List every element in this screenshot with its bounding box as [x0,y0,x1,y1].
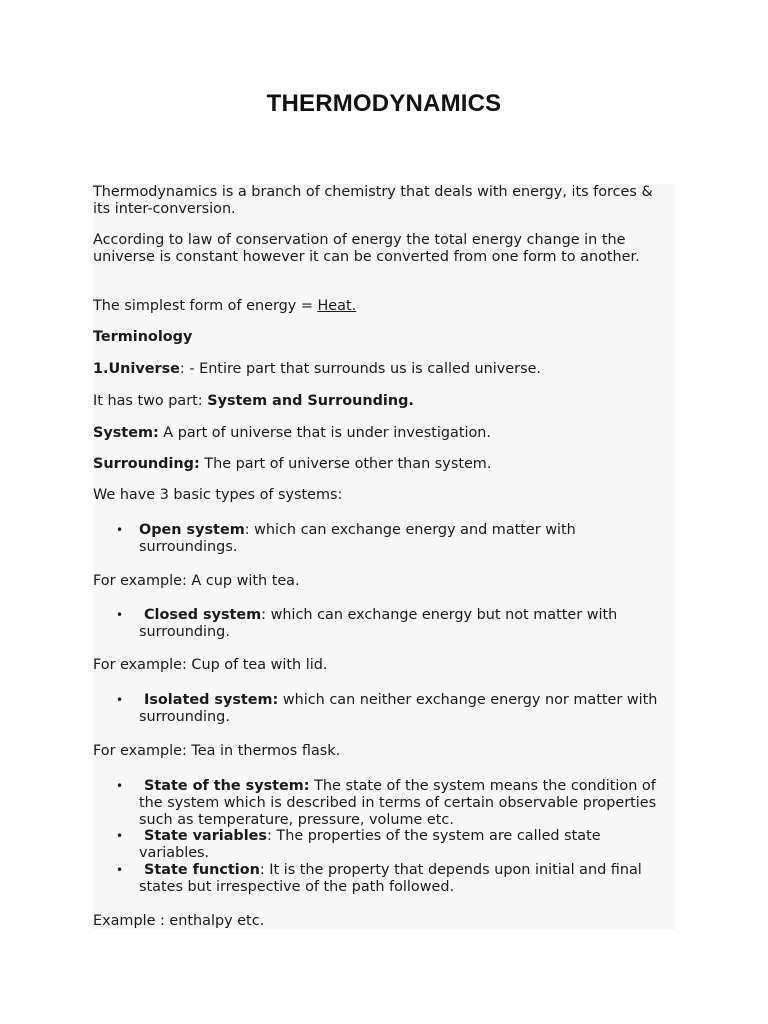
state-variables-text [139,828,675,862]
page-title: THERMODYNAMICS [266,90,502,117]
state-function-definition: : It is the property that depends upon initial and final states but irrespective of the path followed. [139,862,642,895]
open-example-text: For example: A cup with tea. [93,573,300,589]
isolated-system-definition: which can neither exchange energy nor matter with surrounding. [139,692,658,725]
closed-system-text [139,607,675,641]
bullet-icon: • [116,829,124,843]
intro-paragraph [93,184,671,218]
open-system-text [139,522,675,556]
isolated-example-text: For example: Tea in thermos flask. [93,743,341,759]
open-example-paragraph [93,573,671,590]
open-system-definition: : which can exchange energy and matter with surroundings. [139,522,576,555]
final-example-paragraph [93,913,671,930]
isolated-example-paragraph [93,743,671,760]
types-intro-paragraph [93,487,671,504]
two-part-prefix: It has two part: [93,393,208,409]
open-system-term: Open system [139,522,245,538]
heat-link[interactable]: Heat. [317,298,357,314]
simplest-energy-paragraph [93,298,671,315]
bullet-icon: • [116,863,124,877]
state-of-system-text [139,778,675,829]
conservation-paragraph [93,232,671,266]
universe-term: 1.Universe [93,361,180,377]
surrounding-paragraph [93,456,671,473]
system-term: System: [93,425,159,441]
types-intro-text: We have 3 basic types of systems: [93,487,343,503]
isolated-system-term: Isolated system: [144,692,279,708]
closed-example-paragraph [93,657,671,674]
surrounding-term: Surrounding: [93,456,200,472]
state-function-term: State function [144,862,260,878]
two-part-bold: System and Surrounding. [207,393,414,409]
universe-definition: : - Entire part that surrounds us is called universe. [179,361,541,377]
state-of-system-definition: The state of the system means the condition of the system which is described in terms of certain observable properties such as temperature, pressure, volume etc. [139,778,657,828]
closed-system-definition: : which can exchange energy but not matter with surrounding. [139,607,618,640]
content-block [93,184,675,930]
bullet-icon: • [116,608,124,622]
state-function-text [139,862,675,896]
closed-system-term: Closed system [144,607,262,623]
final-example-text: Example : enthalpy etc. [93,913,265,929]
state-of-system-term: State of the system: [144,778,310,794]
terminology-heading [93,329,671,346]
simplest-energy-prefix: The simplest form of energy = [93,298,318,314]
conservation-text: According to law of conservation of energy the total energy change in the universe is constant however it can be converted from one form to another. [93,232,640,265]
terminology-label: Terminology [93,329,193,345]
closed-example-text: For example: Cup of tea with lid. [93,657,328,673]
universe-paragraph [93,361,671,378]
state-variables-definition: : The properties of the system are called state variables. [139,828,601,861]
two-part-paragraph [93,393,671,410]
isolated-system-text [139,692,675,726]
system-definition: A part of universe that is under investigation. [158,425,491,441]
bullet-icon: • [116,779,124,793]
system-paragraph [93,425,671,442]
intro-text: Thermodynamics is a branch of chemistry that deals with energy, its forces & its inter-conversion. [93,184,653,217]
state-variables-term: State variables [144,828,267,844]
surrounding-definition: The part of universe other than system. [199,456,492,472]
bullet-icon: • [116,523,124,537]
bullet-icon: • [116,693,124,707]
